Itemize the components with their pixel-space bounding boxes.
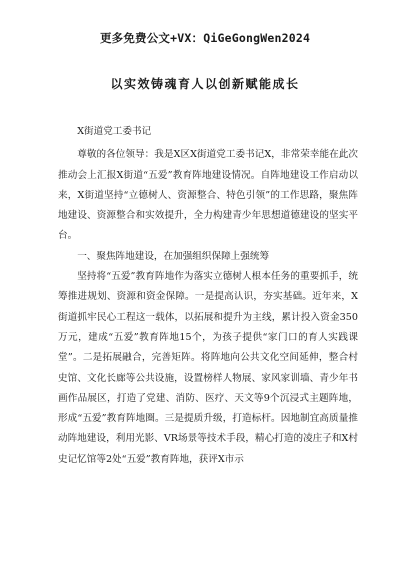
body-paragraph: 坚持将“五爱”教育阵地作为落实立德树人根本任务的重要抓手，统筹推进规划、资源和资金保障。一是提高认识，夯实基础。近年来，X街道抓牢民心工程这一载体，以拓展和提升为主线，累计投入资金350万元，建成“五爱”教育阵地15个，为孩子提供“家门口的育人实践课堂”。二是拓展融合，完善矩阵。将阵地向公共文化空间延伸，整合村史馆、文化长廊等公共设施，设置榜样人物展、家风家训墙、青少年书画作品展区，打造了党建、消防、医疗、天文等9个沉浸式主题阵地，形成“五爱”教育阵地圈。三是提质升级，打造标杆。因地制宜高质量推动阵地建设，利用光影、VR场景等技术手段，精心打造的凌庄子和X村史记忆馆等2处“五爱”教育阵地，获评X市示 [58,271,358,465]
document-body [58,122,358,470]
document-title: 以实效铸魂育人以创新赋能成长 [110,77,300,91]
body-paragraph: 尊敬的各位领导：我是X区X街道党工委书记X，非常荣幸能在此次推动会上汇报X街道“五爱”教育阵地建设情况。自阵地建设工作启动以来，X街道坚持“立德树人、资源整合、特色引领”的工作思路，聚焦阵地建设、资源整合和实效提升，全力构建青少年思想道德建设的坚实平台。 [58,149,358,242]
author-line: X街道党工委书记 [77,126,152,137]
section-heading: 一、聚焦阵地建设，在加强组织保障上强统筹 [77,250,270,262]
promo-banner: 更多免费公文+VX：QiGeGongWen2024 [99,31,311,45]
